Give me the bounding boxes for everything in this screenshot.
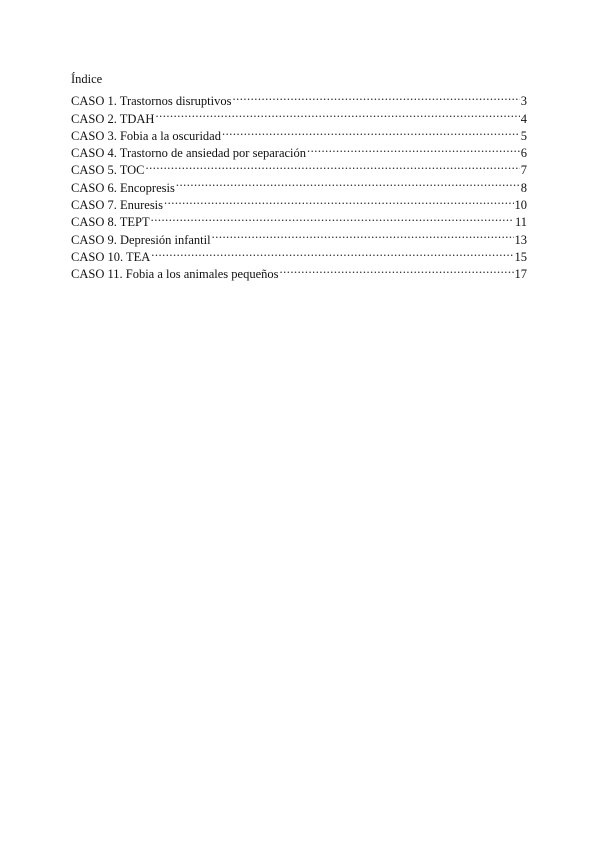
toc-dot-leader (280, 261, 514, 278)
toc-page-number: 8 (520, 180, 527, 195)
toc-dot-leader (155, 105, 519, 122)
toc-dot-leader (307, 140, 520, 157)
toc-entry-label: CASO 1. Trastornos disruptivos (71, 94, 232, 109)
toc-page-number: 13 (514, 232, 527, 247)
toc-entry-label: CASO 2. TDAH (71, 111, 155, 126)
toc-title: Índice (71, 72, 103, 86)
toc-page-number: 5 (520, 128, 527, 143)
table-of-contents (71, 70, 527, 282)
toc-dot-leader (222, 123, 520, 140)
toc-page-number: 15 (514, 249, 527, 264)
toc-entry-label: CASO 9. Depresión infantil (71, 232, 211, 247)
toc-page-number: 4 (520, 111, 527, 126)
toc-entry-label: CASO 6. Encopresis (71, 180, 175, 195)
toc-list (71, 88, 527, 282)
toc-dot-leader (151, 209, 514, 226)
toc-entry-caso-1[interactable] (71, 88, 527, 109)
toc-page-number: 6 (520, 146, 527, 161)
toc-entry-label: CASO 3. Fobia a la oscuridad (71, 128, 221, 143)
toc-page-number: 3 (520, 94, 527, 109)
toc-dot-leader (164, 192, 513, 209)
toc-page-number: 7 (520, 163, 527, 178)
toc-dot-leader (146, 157, 520, 174)
toc-dot-leader (212, 226, 514, 243)
toc-page-number: 10 (514, 198, 527, 213)
toc-entry-label: CASO 5. TOC (71, 163, 145, 178)
toc-page-number: 11 (514, 215, 527, 230)
toc-entry-label: CASO 11. Fobia a los animales pequeños (71, 267, 279, 282)
toc-entry-label: CASO 4. Trastorno de ansiedad por separación (71, 146, 307, 161)
toc-dot-leader (232, 88, 519, 105)
toc-dot-leader (176, 174, 520, 191)
toc-page-number: 17 (514, 267, 527, 282)
toc-entry-label: CASO 10. TEA (71, 249, 151, 264)
toc-entry-label: CASO 8. TEPT (71, 215, 150, 230)
toc-entry-label: CASO 7. Enuresis (71, 198, 164, 213)
toc-dot-leader (151, 244, 513, 261)
